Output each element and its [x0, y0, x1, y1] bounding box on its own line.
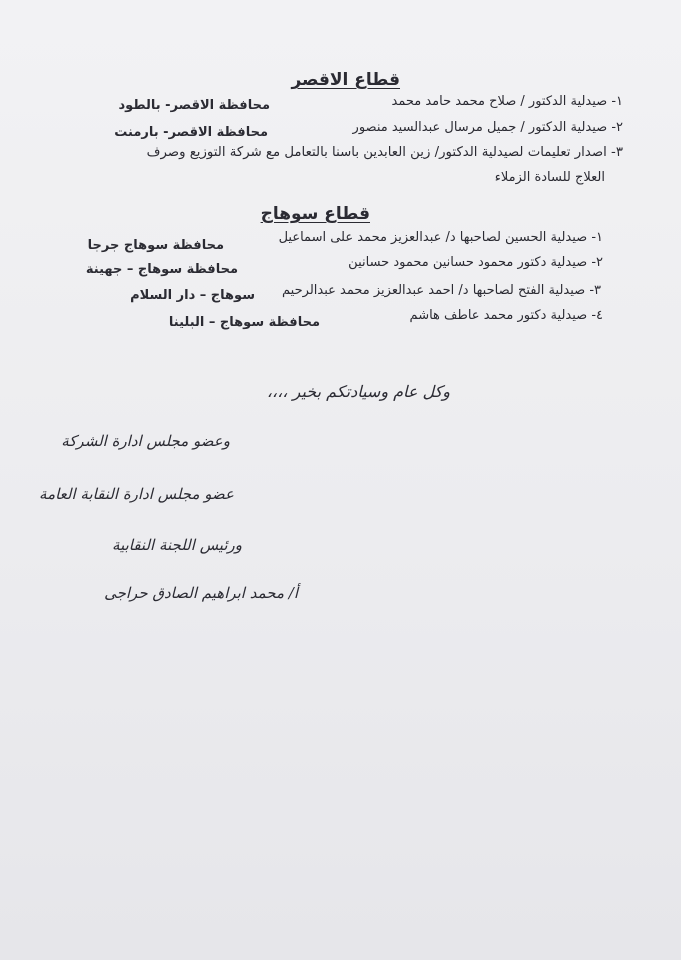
luxor-item-2-place: محافظة الاقصر- بارمنت — [114, 125, 268, 140]
sohag-item-2: ٢- صيدلية دكتور محمود حسانين محمود حسانين — [348, 255, 603, 270]
signature-title-1: وعضو مجلس ادارة الشركة — [61, 432, 230, 450]
section-title-sohag: قطاع سوهاج — [260, 204, 370, 224]
luxor-item-3: ٣- اصدار تعليمات لصيدلية الدكتور/ زين العابدين باسنا بالتعامل مع شركة التوزيع وصرف — [146, 145, 623, 160]
luxor-item-2: ٢- صيدلية الدكتور / جميل مرسال عبدالسيد منصور — [352, 120, 623, 135]
closing-greeting: وكل عام وسيادتكم بخير ،،،، — [266, 382, 450, 401]
luxor-item-1: ١- صيدلية الدكتور / صلاح محمد حامد محمد — [391, 94, 623, 109]
section-title-luxor: قطاع الاقصر — [291, 70, 400, 90]
sohag-item-3-place: سوهاج – دار السلام — [130, 288, 255, 303]
luxor-item-1-place: محافظة الاقصر- بالطود — [118, 98, 270, 113]
signature-title-3: ورئيس اللجنة النقابية — [112, 536, 242, 554]
signature-title-2: عضو مجلس ادارة النقابة العامة — [39, 485, 234, 503]
sohag-item-1: ١- صيدلية الحسين لصاحبها د/ عبدالعزيز محمد على اسماعيل — [278, 230, 603, 245]
sohag-item-2-place: محافظة سوهاج – جهينة — [85, 262, 238, 277]
sohag-item-1-place: محافظة سوهاج جرجا — [87, 238, 224, 253]
sohag-item-4-place: محافظة سوهاج – البلينا — [168, 315, 320, 330]
sohag-item-3: ٣- صيدلية الفتح لصاحبها د/ احمد عبدالعزيز محمد عبدالرحيم — [282, 283, 601, 298]
signature-name: أ/ محمد ابراهيم الصادق حراجى — [104, 584, 298, 602]
luxor-item-3-continuation: العلاج للسادة الزملاء — [494, 170, 605, 185]
sohag-item-4: ٤- صيدلية دكتور محمد عاطف هاشم — [409, 308, 603, 323]
